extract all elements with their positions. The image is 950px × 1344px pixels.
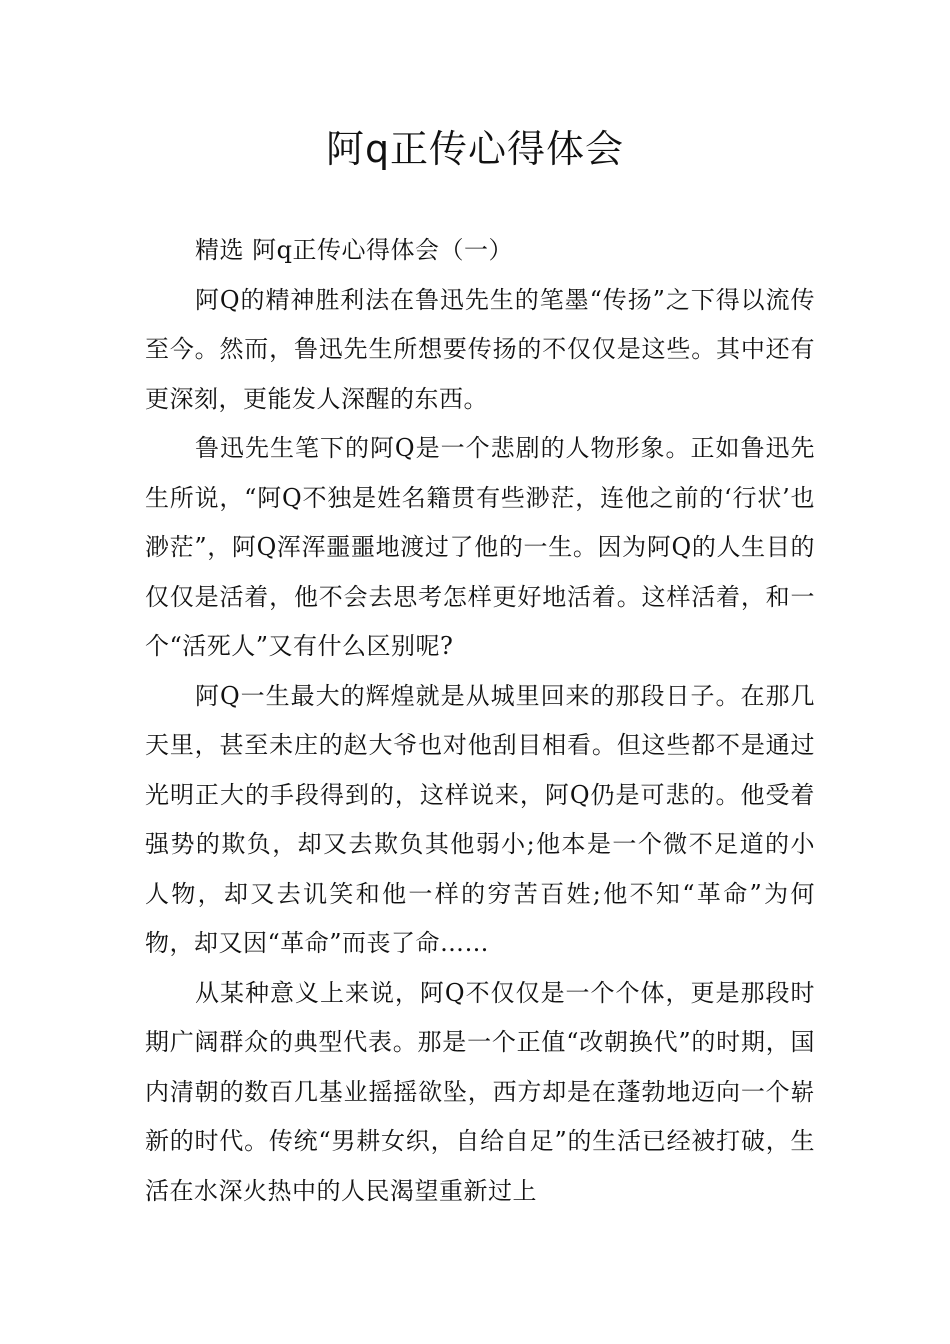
paragraph-1: 阿Q的精神胜利法在鲁迅先生的笔墨“传扬”之下得以流传至今。然而，鲁迅先生所想要传扬的不仅仅是这些。其中还有更深刻，更能发人深醒的东西。 bbox=[145, 285, 815, 413]
paragraph-4: 从某种意义上来说，阿Q不仅仅是一个个体，更是那段时期广阔群众的典型代表。那是一个正值“改朝换代”的时期，国内清朝的数百几基业摇摇欲坠，西方却是在蓬勃地迈向一个崭新的时代。传统“男耕女织，自给自足”的生活已经被打破，生活在水深火热中的人民渴望重新过上 bbox=[145, 978, 815, 1205]
paragraph-2: 鲁迅先生笔下的阿Q是一个悲剧的人物形象。正如鲁迅先生所说，“阿Q不独是姓名籍贯有些渺茫，连他之前的‘行状’也渺茫”，阿Q浑浑噩噩地渡过了他的一生。因为阿Q的人生目的仅仅是活着，他不会去思考怎样更好地活着。这样活着，和一个“活死人”又有什么区别呢? bbox=[145, 434, 815, 660]
document-title: 阿q正传心得体会 bbox=[325, 127, 625, 171]
paragraph-subtitle: 精选 阿q正传心得体会（一） bbox=[195, 236, 513, 264]
paragraph-3: 阿Q一生最大的辉煌就是从城里回来的那段日子。在那几天里，甚至未庄的赵大爷也对他刮目相看。但这些都不是通过光明正大的手段得到的，这样说来，阿Q仍是可悲的。他受着强势的欺负，却又去欺负其他弱小;他本是一个微不足道的小人物，却又去讥笑和他一样的穷苦百姓;他不知“革命”为何物，却又因“革命”而丧了命…… bbox=[145, 681, 815, 957]
document-body bbox=[145, 226, 815, 1216]
